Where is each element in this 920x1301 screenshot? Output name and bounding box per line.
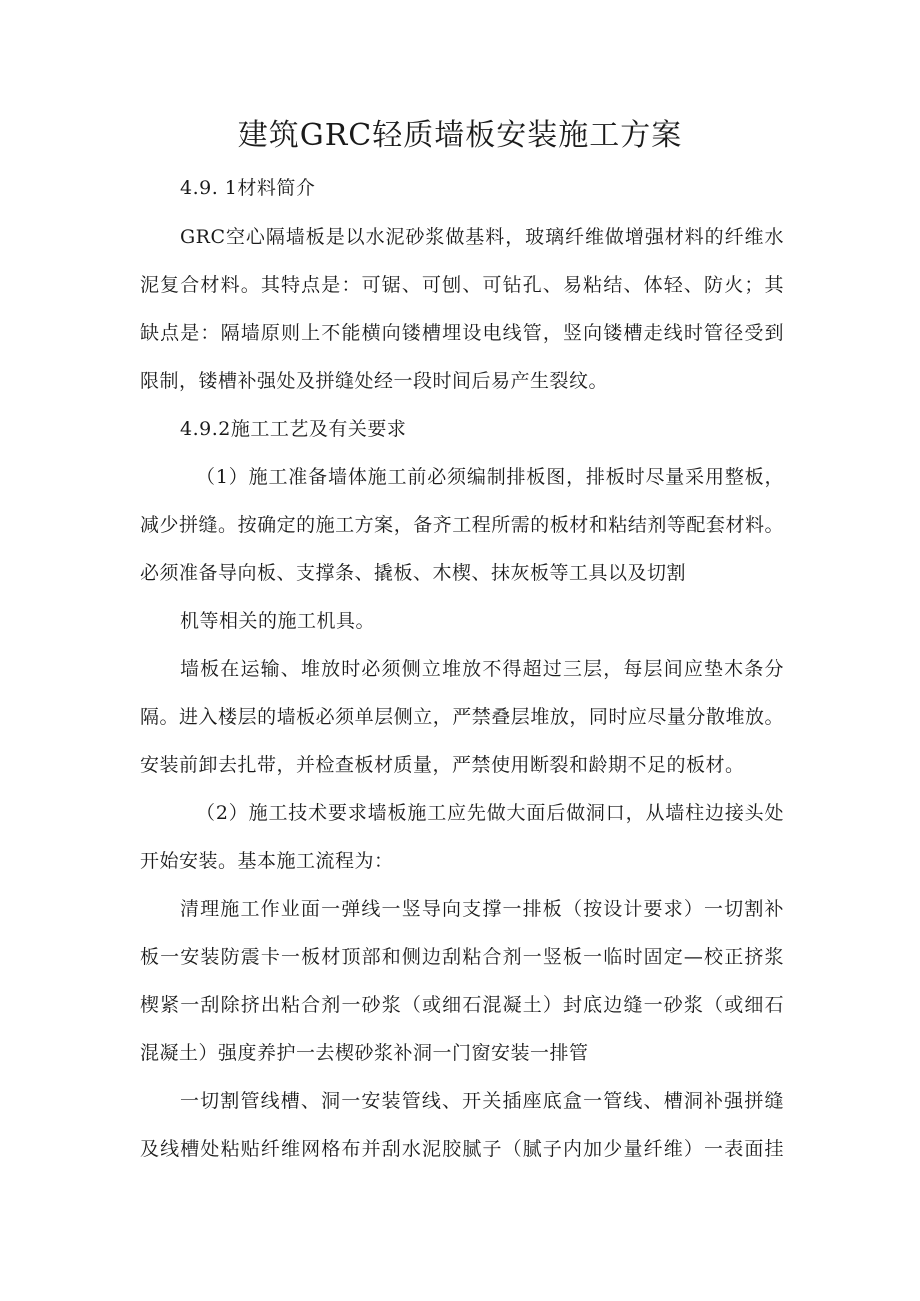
section-heading-4-9-1: 4.9. 1材料简介 [180,177,316,199]
paragraph-line: 板一安装防震卡一板材顶部和侧边刮粘合剂一竖板一临时固定—校正挤浆 [140,946,784,968]
paragraph-line: （2）施工技术要求墙板施工应先做大面后做洞口，从墙柱边接头处 [196,802,784,824]
paragraph-line: 减少拼缝。按确定的施工方案，备齐工程所需的板材和粘结剂等配套材料。 [140,514,784,536]
paragraph-line: 隔。进入楼层的墙板必须单层侧立，严禁叠层堆放，同时应尽量分散堆放。 [140,706,784,728]
paragraph-line: （1）施工准备墙体施工前必须编制排板图，排板时尽量采用整板， [196,466,784,488]
paragraph-line: 缺点是：隔墙原则上不能横向镂槽埋设电线管，竖向镂槽走线时管径受到 [140,322,784,344]
paragraph-line: 限制，镂槽补强处及拼缝处经一段时间后易产生裂纹。 [140,370,609,392]
paragraph-line: 清理施工作业面一弹线一竖导向支撑一排板（按设计要求）一切割补 [180,898,784,920]
paragraph-line: 开始安装。基本施工流程为： [140,850,394,872]
paragraph-line: 混凝土）强度养护一去楔砂浆补洞一门窗安装一排管 [140,1042,589,1064]
paragraph-line: 泥复合材料。其特点是：可锯、可刨、可钻孔、易粘结、体轻、防火；其 [140,274,784,296]
paragraph-line: 墙板在运输、堆放时必须侧立堆放不得超过三层，每层间应垫木条分 [180,658,784,680]
paragraph-line: GRC空心隔墙板是以水泥砂浆做基料，玻璃纤维做增强材料的纤维水 [180,226,784,248]
section-heading-4-9-2: 4.9.2施工工艺及有关要求 [180,418,407,440]
paragraph-line: 楔紧一刮除挤出粘合剂一砂浆（或细石混凝土）封底边缝一砂浆（或细石 [140,994,784,1016]
paragraph-line: 及线槽处粘贴纤维网格布并刮水泥胶腻子（腻子内加少量纤维）一表面挂 [140,1138,784,1160]
paragraph-line: 一切割管线槽、洞一安装管线、开关插座底盒一管线、槽洞补强拼缝 [180,1090,784,1112]
paragraph-line: 机等相关的施工机具。 [180,610,376,632]
document-title: 建筑GRC轻质墙板安装施工方案 [237,118,683,153]
paragraph-line: 必须准备导向板、支撑条、撬板、木楔、抹灰板等工具以及切割 [140,562,687,584]
paragraph-line: 安装前卸去扎带，并检查板材质量，严禁使用断裂和龄期不足的板材。 [140,754,745,776]
